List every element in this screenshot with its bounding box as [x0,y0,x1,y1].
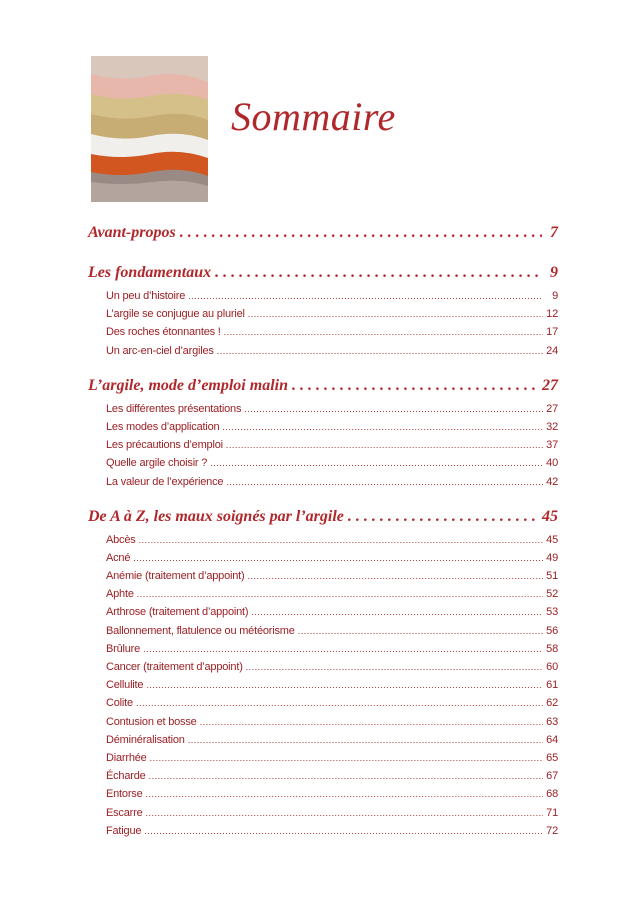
toc-entry[interactable] [88,570,558,588]
entry-page-number: 67 [546,770,558,783]
entry-title: Ballonnement, flatulence ou météorisme [106,624,295,637]
entry-page-number: 24 [546,344,558,357]
dot-leader [226,440,543,450]
dot-leader [298,626,543,636]
entry-title: Entorse [106,788,143,801]
dot-leader [146,808,544,818]
entry-page-number: 52 [546,588,558,601]
entry-page-number: 65 [546,751,558,764]
section-spacer [88,363,558,377]
entry-title: Acné [106,551,131,564]
toc-entry-list [88,534,558,843]
section-title: Les fondamentaux [88,264,212,281]
entry-title: Les précautions d’emploi [106,439,223,452]
dot-leader [139,535,543,545]
dot-leader [215,264,542,282]
entry-title: Quelle argile choisir ? [106,457,208,470]
clay-photo-illustration [91,56,208,202]
entry-page-number: 40 [546,457,558,470]
entry-page-number: 56 [546,624,558,637]
toc-entry[interactable] [88,661,558,679]
dot-leader [137,589,543,599]
entry-page-number: 72 [546,824,558,837]
dot-leader [146,680,543,690]
toc-entry[interactable] [88,403,558,421]
entry-title: Déminéralisation [106,733,185,746]
toc-section [88,264,558,363]
entry-page-number: 62 [546,697,558,710]
dot-leader [146,789,543,799]
section-title: Avant-propos [88,224,176,241]
toc-entry[interactable] [88,457,558,475]
section-title: De A à Z, les maux soignés par l’argile [88,507,344,525]
toc-entry[interactable] [88,588,558,606]
entry-title: Un peu d’histoire [106,290,186,302]
toc-entry[interactable] [88,606,558,624]
entry-title: Cancer (traitement d’appoint) [106,661,243,673]
toc-entry-list [88,290,558,363]
entry-page-number: 12 [546,308,558,321]
entry-page-number: 37 [546,439,558,452]
toc-section-heading[interactable] [88,264,558,290]
dot-leader [224,327,543,337]
entry-title: Anémie (traitement d’appoint) [106,570,245,583]
toc-section [88,224,558,250]
dot-leader [133,553,543,563]
entry-page-number: 9 [552,290,558,302]
toc-entry[interactable] [88,476,558,494]
dot-leader [222,422,543,432]
dot-leader [248,571,544,581]
toc-entry[interactable] [88,734,558,752]
entry-title: Les différentes présentations [106,402,242,415]
entry-title: Arthrose (traitement d’appoint) [106,606,249,619]
entry-page-number: 64 [546,733,558,746]
dot-leader [200,717,543,727]
toc-entry[interactable] [88,534,558,552]
dot-leader [248,309,543,319]
entry-title: La valeur de l’expérience [106,475,224,488]
dot-leader [188,735,543,745]
toc-section-heading[interactable] [88,508,558,534]
toc-section [88,508,558,843]
toc-entry-list [88,403,558,494]
section-page-number: 7 [550,224,558,241]
toc-entry[interactable] [88,697,558,715]
dot-leader [348,508,538,526]
dot-leader [149,771,543,781]
entry-title: Brûlure [106,642,141,655]
entry-title: Cellulite [106,679,144,692]
entry-title: L’argile se conjugue au pluriel [106,308,245,321]
section-page-number: 27 [542,376,558,394]
dot-leader [210,458,543,468]
toc-entry[interactable] [88,825,558,843]
entry-title: Les modes d’application [106,420,220,433]
toc-entry[interactable] [88,552,558,570]
entry-title: Escarre [106,806,143,819]
entry-page-number: 68 [546,788,558,801]
toc-section-heading[interactable] [88,377,558,403]
dot-leader [150,753,543,763]
toc-entry[interactable] [88,345,558,363]
dot-leader [180,224,542,242]
entry-title: Colite [106,697,133,710]
dot-leader [188,291,543,301]
entry-title: Diarrhée [106,751,147,764]
section-spacer [88,250,558,264]
entry-page-number: 42 [546,475,558,488]
toc-entry[interactable] [88,308,558,326]
toc-entry[interactable] [88,290,558,308]
entry-page-number: 63 [546,715,558,728]
dot-leader [251,607,543,617]
toc-entry[interactable] [88,679,558,697]
page-title: Sommaire [231,94,396,139]
toc-entry[interactable] [88,807,558,825]
section-page-number: 45 [542,507,558,525]
entry-page-number: 53 [546,606,558,619]
dot-leader [144,826,543,836]
entry-page-number: 51 [546,570,558,583]
entry-page-number: 49 [546,551,558,564]
entry-page-number: 71 [546,806,558,819]
entry-page-number: 45 [546,533,558,546]
entry-page-number: 61 [546,679,558,692]
entry-title: Des roches étonnantes ! [106,326,221,339]
clay-powders-photo [91,56,208,202]
entry-title: Contusion et bosse [106,715,197,728]
toc-entry[interactable] [88,788,558,806]
dot-leader [246,662,543,672]
dot-leader [136,698,543,708]
entry-page-number: 60 [546,661,558,673]
toc-entry[interactable] [88,439,558,457]
dot-leader [244,404,543,414]
dot-leader [226,477,543,487]
toc-section-heading[interactable] [88,224,558,250]
entry-title: Fatigue [106,824,142,837]
toc-entry[interactable] [88,643,558,661]
toc-entry[interactable] [88,716,558,734]
section-spacer [88,494,558,508]
entry-title: Aphte [106,588,134,601]
section-page-number: 9 [550,264,558,281]
entry-page-number: 27 [546,402,558,415]
entry-title: Écharde [106,770,146,783]
dot-leader [217,346,543,356]
entry-page-number: 32 [546,420,558,433]
toc-section [88,377,558,494]
section-title: L’argile, mode d’emploi malin [88,376,288,394]
dot-leader [143,644,543,654]
dot-leader [292,377,538,395]
toc-entry[interactable] [88,752,558,770]
table-of-contents [88,224,558,843]
toc-entry[interactable] [88,770,558,788]
toc-entry[interactable] [88,625,558,643]
entry-title: Un arc-en-ciel d’argiles [106,344,214,357]
entry-page-number: 17 [546,326,558,339]
toc-entry[interactable] [88,326,558,344]
entry-title: Abcès [106,533,136,546]
toc-entry[interactable] [88,421,558,439]
entry-page-number: 58 [546,642,558,655]
